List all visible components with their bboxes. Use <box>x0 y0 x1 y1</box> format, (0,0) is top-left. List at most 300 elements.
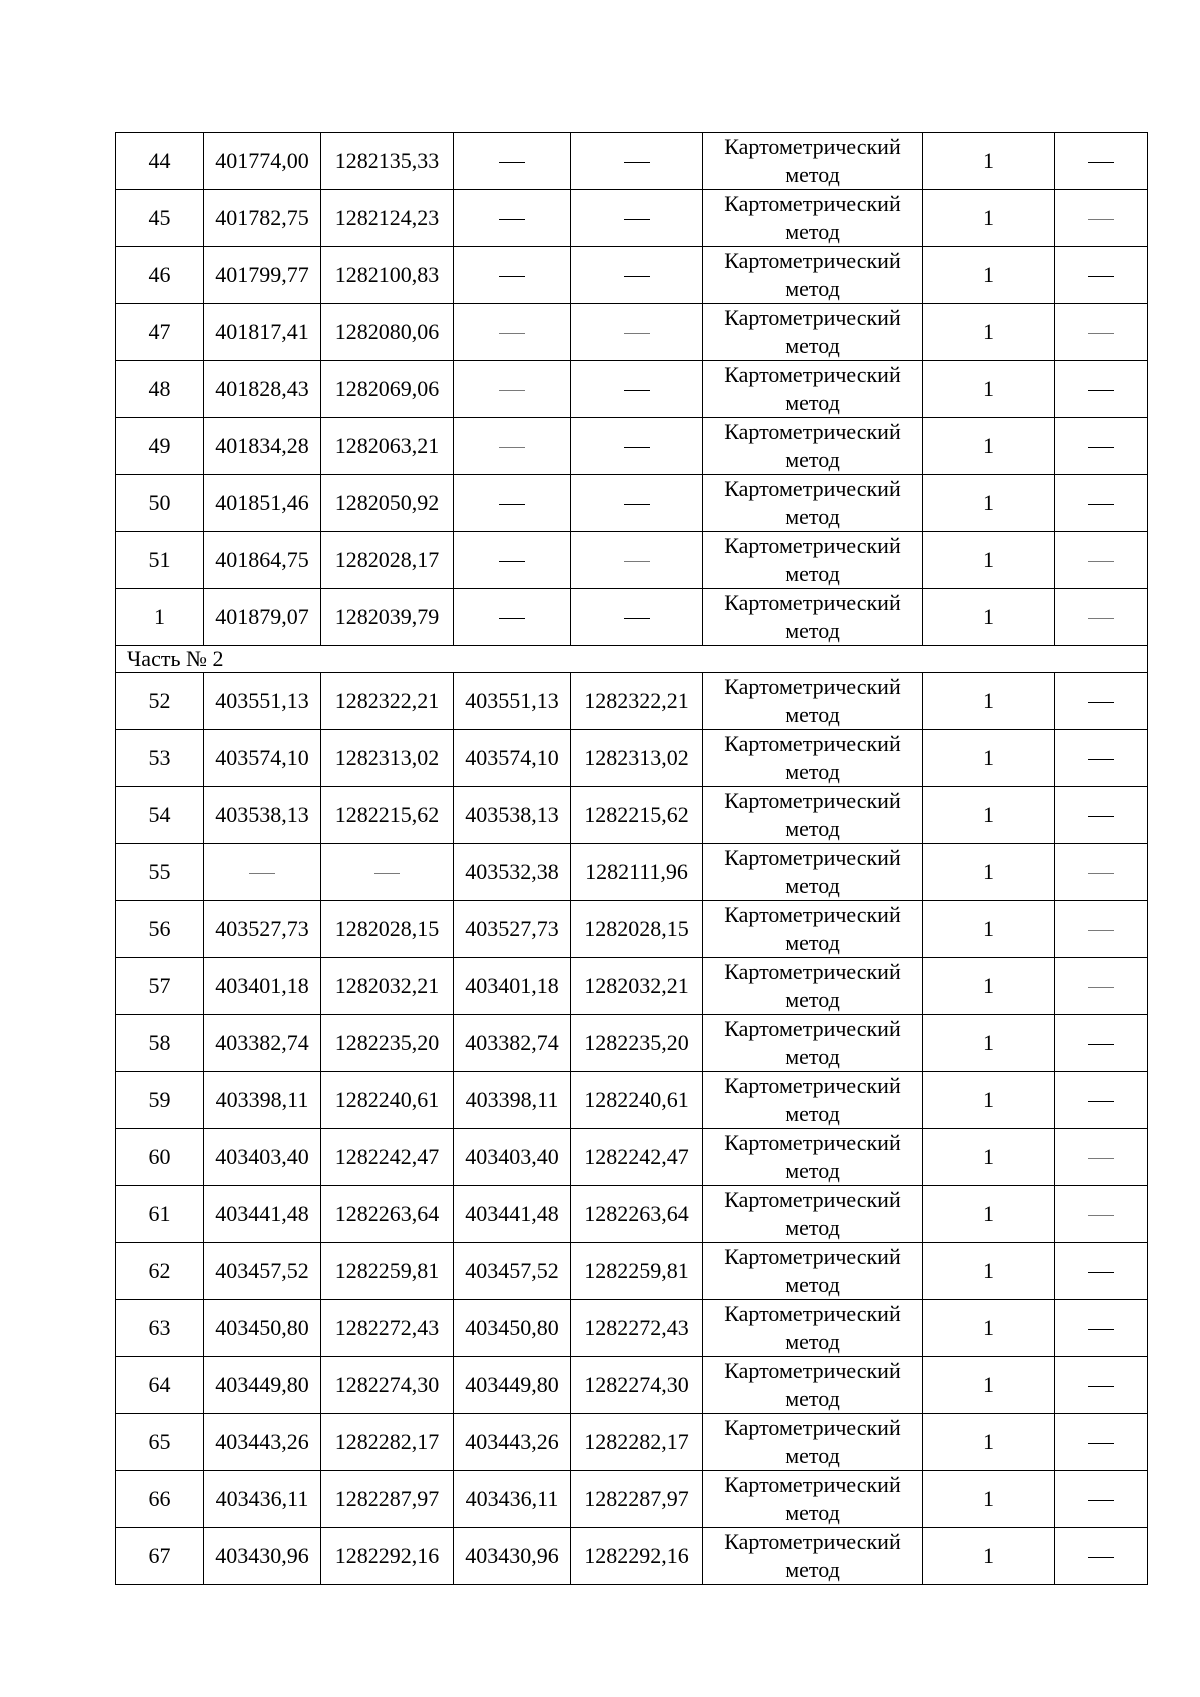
x-coordinate: 401774,00 <box>204 133 321 190</box>
x-coordinate: 401828,43 <box>204 361 321 418</box>
y-coordinate-new: 1282263,64 <box>571 1186 703 1243</box>
dash-icon <box>499 447 525 448</box>
table-row <box>116 532 1148 589</box>
dash-icon <box>1088 873 1114 874</box>
empty-cell <box>454 247 571 304</box>
table-row <box>116 844 1148 901</box>
accuracy: 1 <box>923 1357 1055 1414</box>
method-line-1: Картометрический <box>724 134 901 159</box>
x-coordinate-new: 403430,96 <box>454 1528 571 1585</box>
x-coordinate-new: 403443,26 <box>454 1414 571 1471</box>
method-line-1: Картометрический <box>724 1301 901 1326</box>
method-line-2: метод <box>785 447 840 472</box>
y-coordinate-new: 1282282,17 <box>571 1414 703 1471</box>
x-coordinate-new: 403551,13 <box>454 673 571 730</box>
dash-icon <box>1088 1272 1114 1273</box>
dash-icon <box>1088 1044 1114 1045</box>
point-number: 44 <box>116 133 204 190</box>
accuracy: 1 <box>923 901 1055 958</box>
accuracy: 1 <box>923 1300 1055 1357</box>
x-coordinate: 401851,46 <box>204 475 321 532</box>
dash-icon <box>1088 618 1114 619</box>
empty-cell <box>1055 1414 1148 1471</box>
empty-cell <box>1055 1243 1148 1300</box>
x-coordinate-new: 403441,48 <box>454 1186 571 1243</box>
empty-cell <box>1055 475 1148 532</box>
y-coordinate-existing: 1282263,64 <box>321 1186 454 1243</box>
x-coordinate: 401782,75 <box>204 190 321 247</box>
method-line-1: Картометрический <box>724 959 901 984</box>
table-row <box>116 1414 1148 1471</box>
y-coordinate: 1282124,23 <box>321 190 454 247</box>
dash-icon <box>374 873 400 874</box>
table-row <box>116 1243 1148 1300</box>
y-coordinate: 1282063,21 <box>321 418 454 475</box>
empty-cell <box>571 304 703 361</box>
method-line-1: Картометрический <box>724 191 901 216</box>
dash-icon <box>499 618 525 619</box>
y-coordinate-new: 1282242,47 <box>571 1129 703 1186</box>
method-line-1: Картометрический <box>724 1130 901 1155</box>
y-coordinate-existing: 1282274,30 <box>321 1357 454 1414</box>
x-coordinate-new: 403401,18 <box>454 958 571 1015</box>
point-number: 67 <box>116 1528 204 1585</box>
table-body <box>116 133 1148 1585</box>
y-coordinate-new: 1282240,61 <box>571 1072 703 1129</box>
method-line-2: метод <box>785 1158 840 1183</box>
table-row <box>116 1015 1148 1072</box>
method-line-1: Картометрический <box>724 419 901 444</box>
table-row <box>116 589 1148 646</box>
accuracy: 1 <box>923 673 1055 730</box>
table-row <box>116 361 1148 418</box>
point-number: 47 <box>116 304 204 361</box>
method-line-2: метод <box>785 1329 840 1354</box>
empty-cell <box>454 475 571 532</box>
accuracy: 1 <box>923 1243 1055 1300</box>
method-cell <box>703 475 923 532</box>
dash-icon <box>1088 987 1114 988</box>
method-line-1: Картометрический <box>724 1358 901 1383</box>
dash-icon <box>499 333 525 334</box>
method-line-1: Картометрический <box>724 1529 901 1554</box>
x-coordinate-new: 403449,80 <box>454 1357 571 1414</box>
dash-icon <box>1088 1386 1114 1387</box>
point-number: 58 <box>116 1015 204 1072</box>
method-line-2: метод <box>785 930 840 955</box>
dash-icon <box>1088 1158 1114 1159</box>
method-line-2: метод <box>785 504 840 529</box>
method-line-1: Картометрический <box>724 362 901 387</box>
accuracy: 1 <box>923 475 1055 532</box>
method-line-1: Картометрический <box>724 533 901 558</box>
empty-cell <box>454 532 571 589</box>
accuracy: 1 <box>923 958 1055 1015</box>
coordinates-table <box>115 132 1148 1585</box>
dash-icon <box>1088 1329 1114 1330</box>
method-line-2: метод <box>785 1272 840 1297</box>
y-coordinate-new: 1282313,02 <box>571 730 703 787</box>
method-line-2: метод <box>785 219 840 244</box>
method-line-1: Картометрический <box>724 845 901 870</box>
table-row <box>116 1471 1148 1528</box>
x-coordinate: 401879,07 <box>204 589 321 646</box>
dash-icon <box>499 561 525 562</box>
empty-cell <box>454 589 571 646</box>
dash-icon <box>1088 390 1114 391</box>
empty-cell <box>571 418 703 475</box>
y-coordinate: 1282039,79 <box>321 589 454 646</box>
method-line-2: метод <box>785 759 840 784</box>
empty-cell <box>1055 247 1148 304</box>
empty-cell <box>1055 787 1148 844</box>
empty-cell <box>571 133 703 190</box>
method-cell <box>703 1015 923 1072</box>
method-line-1: Картометрический <box>724 590 901 615</box>
x-coordinate-new: 403398,11 <box>454 1072 571 1129</box>
table-row <box>116 1072 1148 1129</box>
y-coordinate-existing: 1282240,61 <box>321 1072 454 1129</box>
x-coordinate: 401864,75 <box>204 532 321 589</box>
accuracy: 1 <box>923 1414 1055 1471</box>
accuracy: 1 <box>923 844 1055 901</box>
x-coordinate-new: 403436,11 <box>454 1471 571 1528</box>
method-line-2: метод <box>785 162 840 187</box>
dash-icon <box>1088 219 1114 220</box>
x-coordinate-new: 403403,40 <box>454 1129 571 1186</box>
method-line-2: метод <box>785 987 840 1012</box>
x-coordinate-new: 403574,10 <box>454 730 571 787</box>
y-coordinate-existing: 1282313,02 <box>321 730 454 787</box>
empty-cell <box>454 304 571 361</box>
method-cell <box>703 532 923 589</box>
dash-icon <box>1088 1101 1114 1102</box>
table-row <box>116 1528 1148 1585</box>
point-number: 49 <box>116 418 204 475</box>
x-coordinate-existing: 403450,80 <box>204 1300 321 1357</box>
dash-icon <box>1088 816 1114 817</box>
y-coordinate-existing: 1282259,81 <box>321 1243 454 1300</box>
method-line-1: Картометрический <box>724 1073 901 1098</box>
y-coordinate-new: 1282292,16 <box>571 1528 703 1585</box>
x-coordinate-new: 403538,13 <box>454 787 571 844</box>
x-coordinate-new: 403532,38 <box>454 844 571 901</box>
empty-cell <box>571 361 703 418</box>
point-number: 61 <box>116 1186 204 1243</box>
method-cell <box>703 247 923 304</box>
method-cell <box>703 1471 923 1528</box>
empty-cell <box>571 589 703 646</box>
point-number: 46 <box>116 247 204 304</box>
point-number: 52 <box>116 673 204 730</box>
empty-cell <box>454 418 571 475</box>
dash-icon <box>1088 447 1114 448</box>
empty-cell <box>571 247 703 304</box>
accuracy: 1 <box>923 589 1055 646</box>
empty-cell <box>1055 133 1148 190</box>
table-row <box>116 475 1148 532</box>
empty-cell <box>571 532 703 589</box>
method-line-1: Картометрический <box>724 248 901 273</box>
empty-cell <box>1055 901 1148 958</box>
y-coordinate-new: 1282272,43 <box>571 1300 703 1357</box>
point-number: 62 <box>116 1243 204 1300</box>
table-row <box>116 673 1148 730</box>
x-coordinate-existing: 403441,48 <box>204 1186 321 1243</box>
dash-icon <box>624 276 650 277</box>
method-cell <box>703 361 923 418</box>
method-line-2: метод <box>785 816 840 841</box>
y-coordinate-existing: 1282028,15 <box>321 901 454 958</box>
method-cell <box>703 1186 923 1243</box>
point-number: 45 <box>116 190 204 247</box>
empty-cell <box>1055 190 1148 247</box>
point-number: 56 <box>116 901 204 958</box>
dash-icon <box>1088 702 1114 703</box>
x-coordinate-existing: 403527,73 <box>204 901 321 958</box>
empty-cell <box>1055 1186 1148 1243</box>
point-number: 51 <box>116 532 204 589</box>
y-coordinate: 1282100,83 <box>321 247 454 304</box>
dash-icon <box>1088 759 1114 760</box>
method-cell <box>703 1300 923 1357</box>
method-cell <box>703 730 923 787</box>
dash-icon <box>1088 1500 1114 1501</box>
point-number: 66 <box>116 1471 204 1528</box>
method-cell <box>703 844 923 901</box>
empty-cell <box>1055 730 1148 787</box>
accuracy: 1 <box>923 247 1055 304</box>
method-line-1: Картометрический <box>724 674 901 699</box>
method-line-2: метод <box>785 276 840 301</box>
accuracy: 1 <box>923 418 1055 475</box>
accuracy: 1 <box>923 532 1055 589</box>
empty-cell <box>321 844 454 901</box>
point-number: 64 <box>116 1357 204 1414</box>
point-number: 54 <box>116 787 204 844</box>
method-line-1: Картометрический <box>724 1016 901 1041</box>
method-cell <box>703 787 923 844</box>
point-number: 55 <box>116 844 204 901</box>
y-coordinate-new: 1282215,62 <box>571 787 703 844</box>
method-cell <box>703 1414 923 1471</box>
empty-cell <box>1055 844 1148 901</box>
accuracy: 1 <box>923 361 1055 418</box>
empty-cell <box>1055 1528 1148 1585</box>
y-coordinate-existing: 1282235,20 <box>321 1015 454 1072</box>
y-coordinate-existing: 1282215,62 <box>321 787 454 844</box>
x-coordinate-new: 403382,74 <box>454 1015 571 1072</box>
y-coordinate-existing: 1282032,21 <box>321 958 454 1015</box>
empty-cell <box>1055 673 1148 730</box>
y-coordinate: 1282135,33 <box>321 133 454 190</box>
y-coordinate-new: 1282322,21 <box>571 673 703 730</box>
y-coordinate-existing: 1282242,47 <box>321 1129 454 1186</box>
empty-cell <box>1055 304 1148 361</box>
x-coordinate-new: 403527,73 <box>454 901 571 958</box>
y-coordinate-existing: 1282282,17 <box>321 1414 454 1471</box>
empty-cell <box>454 361 571 418</box>
method-line-2: метод <box>785 1101 840 1126</box>
x-coordinate-existing: 403403,40 <box>204 1129 321 1186</box>
accuracy: 1 <box>923 304 1055 361</box>
method-line-2: метод <box>785 702 840 727</box>
method-cell <box>703 190 923 247</box>
empty-cell <box>1055 1129 1148 1186</box>
dash-icon <box>624 333 650 334</box>
method-line-2: метод <box>785 1215 840 1240</box>
dash-icon <box>624 390 650 391</box>
x-coordinate-existing: 403436,11 <box>204 1471 321 1528</box>
table-row <box>116 304 1148 361</box>
table-row <box>116 787 1148 844</box>
method-line-2: метод <box>785 873 840 898</box>
point-number: 50 <box>116 475 204 532</box>
method-line-2: метод <box>785 561 840 586</box>
method-line-2: метод <box>785 333 840 358</box>
dash-icon <box>624 447 650 448</box>
y-coordinate-new: 1282028,15 <box>571 901 703 958</box>
dash-icon <box>499 504 525 505</box>
point-number: 60 <box>116 1129 204 1186</box>
x-coordinate-existing: 403443,26 <box>204 1414 321 1471</box>
dash-icon <box>499 219 525 220</box>
dash-icon <box>624 219 650 220</box>
method-line-1: Картометрический <box>724 902 901 927</box>
x-coordinate-existing: 403382,74 <box>204 1015 321 1072</box>
y-coordinate-new: 1282259,81 <box>571 1243 703 1300</box>
dash-icon <box>1088 930 1114 931</box>
method-line-1: Картометрический <box>724 1415 901 1440</box>
method-line-1: Картометрический <box>724 731 901 756</box>
method-line-2: метод <box>785 1386 840 1411</box>
y-coordinate-new: 1282287,97 <box>571 1471 703 1528</box>
method-cell <box>703 958 923 1015</box>
method-cell <box>703 673 923 730</box>
dash-icon <box>1088 1215 1114 1216</box>
dash-icon <box>624 618 650 619</box>
empty-cell <box>1055 589 1148 646</box>
dash-icon <box>499 276 525 277</box>
method-line-1: Картометрический <box>724 1244 901 1269</box>
method-line-2: метод <box>785 618 840 643</box>
dash-icon <box>1088 162 1114 163</box>
method-line-1: Картометрический <box>724 788 901 813</box>
empty-cell <box>1055 1300 1148 1357</box>
table-row <box>116 190 1148 247</box>
x-coordinate: 401799,77 <box>204 247 321 304</box>
table-row <box>116 730 1148 787</box>
point-number: 48 <box>116 361 204 418</box>
dash-icon <box>1088 1557 1114 1558</box>
point-number: 57 <box>116 958 204 1015</box>
y-coordinate: 1282028,17 <box>321 532 454 589</box>
method-line-2: метод <box>785 1443 840 1468</box>
method-line-1: Картометрический <box>724 305 901 330</box>
accuracy: 1 <box>923 730 1055 787</box>
dash-icon <box>499 162 525 163</box>
method-cell <box>703 304 923 361</box>
y-coordinate-existing: 1282287,97 <box>321 1471 454 1528</box>
dash-icon <box>1088 333 1114 334</box>
empty-cell <box>1055 958 1148 1015</box>
dash-icon <box>1088 276 1114 277</box>
accuracy: 1 <box>923 1186 1055 1243</box>
point-number: 65 <box>116 1414 204 1471</box>
method-line-1: Картометрический <box>724 476 901 501</box>
point-number: 1 <box>116 589 204 646</box>
x-coordinate-existing: 403401,18 <box>204 958 321 1015</box>
empty-cell <box>1055 361 1148 418</box>
accuracy: 1 <box>923 1129 1055 1186</box>
y-coordinate-new: 1282111,96 <box>571 844 703 901</box>
empty-cell <box>1055 1072 1148 1129</box>
accuracy: 1 <box>923 1528 1055 1585</box>
table-row <box>116 418 1148 475</box>
method-cell <box>703 901 923 958</box>
dash-icon <box>1088 1443 1114 1444</box>
accuracy: 1 <box>923 1471 1055 1528</box>
x-coordinate-existing: 403538,13 <box>204 787 321 844</box>
method-line-2: метод <box>785 390 840 415</box>
empty-cell <box>1055 1357 1148 1414</box>
empty-cell <box>1055 1471 1148 1528</box>
x-coordinate-new: 403450,80 <box>454 1300 571 1357</box>
y-coordinate-new: 1282235,20 <box>571 1015 703 1072</box>
accuracy: 1 <box>923 1072 1055 1129</box>
section-row <box>116 646 1148 673</box>
point-number: 63 <box>116 1300 204 1357</box>
x-coordinate-existing: 403574,10 <box>204 730 321 787</box>
dash-icon <box>249 873 275 874</box>
method-cell <box>703 1528 923 1585</box>
method-line-1: Картометрический <box>724 1472 901 1497</box>
accuracy: 1 <box>923 787 1055 844</box>
dash-icon <box>624 561 650 562</box>
empty-cell <box>571 190 703 247</box>
x-coordinate: 401817,41 <box>204 304 321 361</box>
method-line-2: метод <box>785 1500 840 1525</box>
y-coordinate: 1282069,06 <box>321 361 454 418</box>
empty-cell <box>454 190 571 247</box>
y-coordinate-new: 1282274,30 <box>571 1357 703 1414</box>
empty-cell <box>1055 1015 1148 1072</box>
x-coordinate-existing: 403449,80 <box>204 1357 321 1414</box>
y-coordinate-existing: 1282292,16 <box>321 1528 454 1585</box>
method-cell <box>703 1129 923 1186</box>
y-coordinate-existing: 1282322,21 <box>321 673 454 730</box>
method-line-2: метод <box>785 1044 840 1069</box>
table-row <box>116 1186 1148 1243</box>
y-coordinate: 1282080,06 <box>321 304 454 361</box>
dash-icon <box>1088 561 1114 562</box>
table-row <box>116 1129 1148 1186</box>
method-line-2: метод <box>785 1557 840 1582</box>
x-coordinate-existing: 403398,11 <box>204 1072 321 1129</box>
y-coordinate: 1282050,92 <box>321 475 454 532</box>
table-row <box>116 1357 1148 1414</box>
method-cell <box>703 418 923 475</box>
table-row <box>116 901 1148 958</box>
point-number: 59 <box>116 1072 204 1129</box>
table-row <box>116 1300 1148 1357</box>
method-cell <box>703 589 923 646</box>
x-coordinate-existing: 403430,96 <box>204 1528 321 1585</box>
table-row <box>116 247 1148 304</box>
method-cell <box>703 133 923 190</box>
y-coordinate-new: 1282032,21 <box>571 958 703 1015</box>
table-row <box>116 133 1148 190</box>
